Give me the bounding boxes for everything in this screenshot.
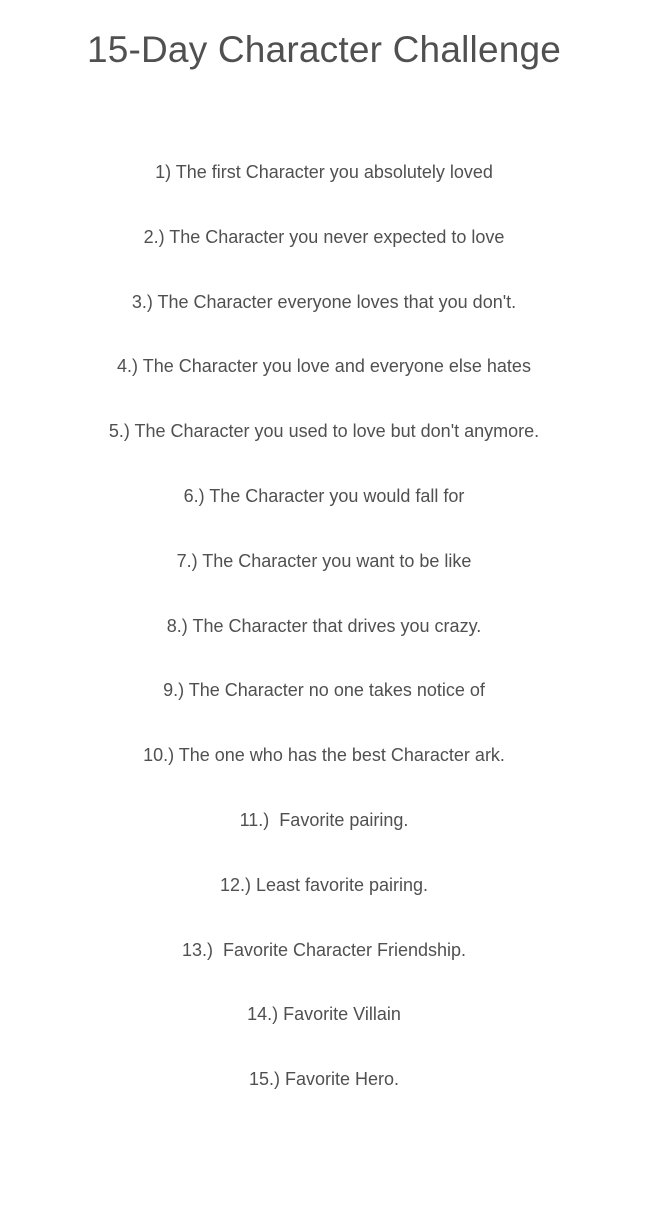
list-item: 12.) Least favorite pairing. (219, 874, 429, 895)
list-item: 4.) The Character you love and everyone else hates (117, 356, 531, 377)
list-item: 14.) Favorite Villain (247, 1004, 401, 1025)
list-item: 15.) Favorite Hero. (248, 1069, 400, 1090)
list-item: 10.) The one who has the best Character ark. (143, 745, 505, 766)
list-item: 13.) Favorite Character Friendship. (181, 939, 467, 960)
list-item: 8.) The Character that drives you crazy. (166, 615, 482, 636)
list-item: 5.) The Character you used to love but don't anymore. (108, 421, 540, 442)
list-item: 11.) Favorite pairing. (239, 809, 409, 830)
challenge-list (0, 157, 648, 1129)
list-item: 7.) The Character you want to be like (176, 550, 472, 571)
list-item: 1) The first Character you absolutely loved (155, 162, 493, 182)
list-item: 3.) The Character everyone loves that you don't. (131, 291, 517, 312)
list-item: 9.) The Character no one takes notice of (163, 680, 485, 701)
list-item: 6.) The Character you would fall for (183, 485, 465, 506)
page-title: 15-Day Character Challenge (86, 29, 562, 70)
list-item: 2.) The Character you never expected to love (143, 226, 505, 247)
